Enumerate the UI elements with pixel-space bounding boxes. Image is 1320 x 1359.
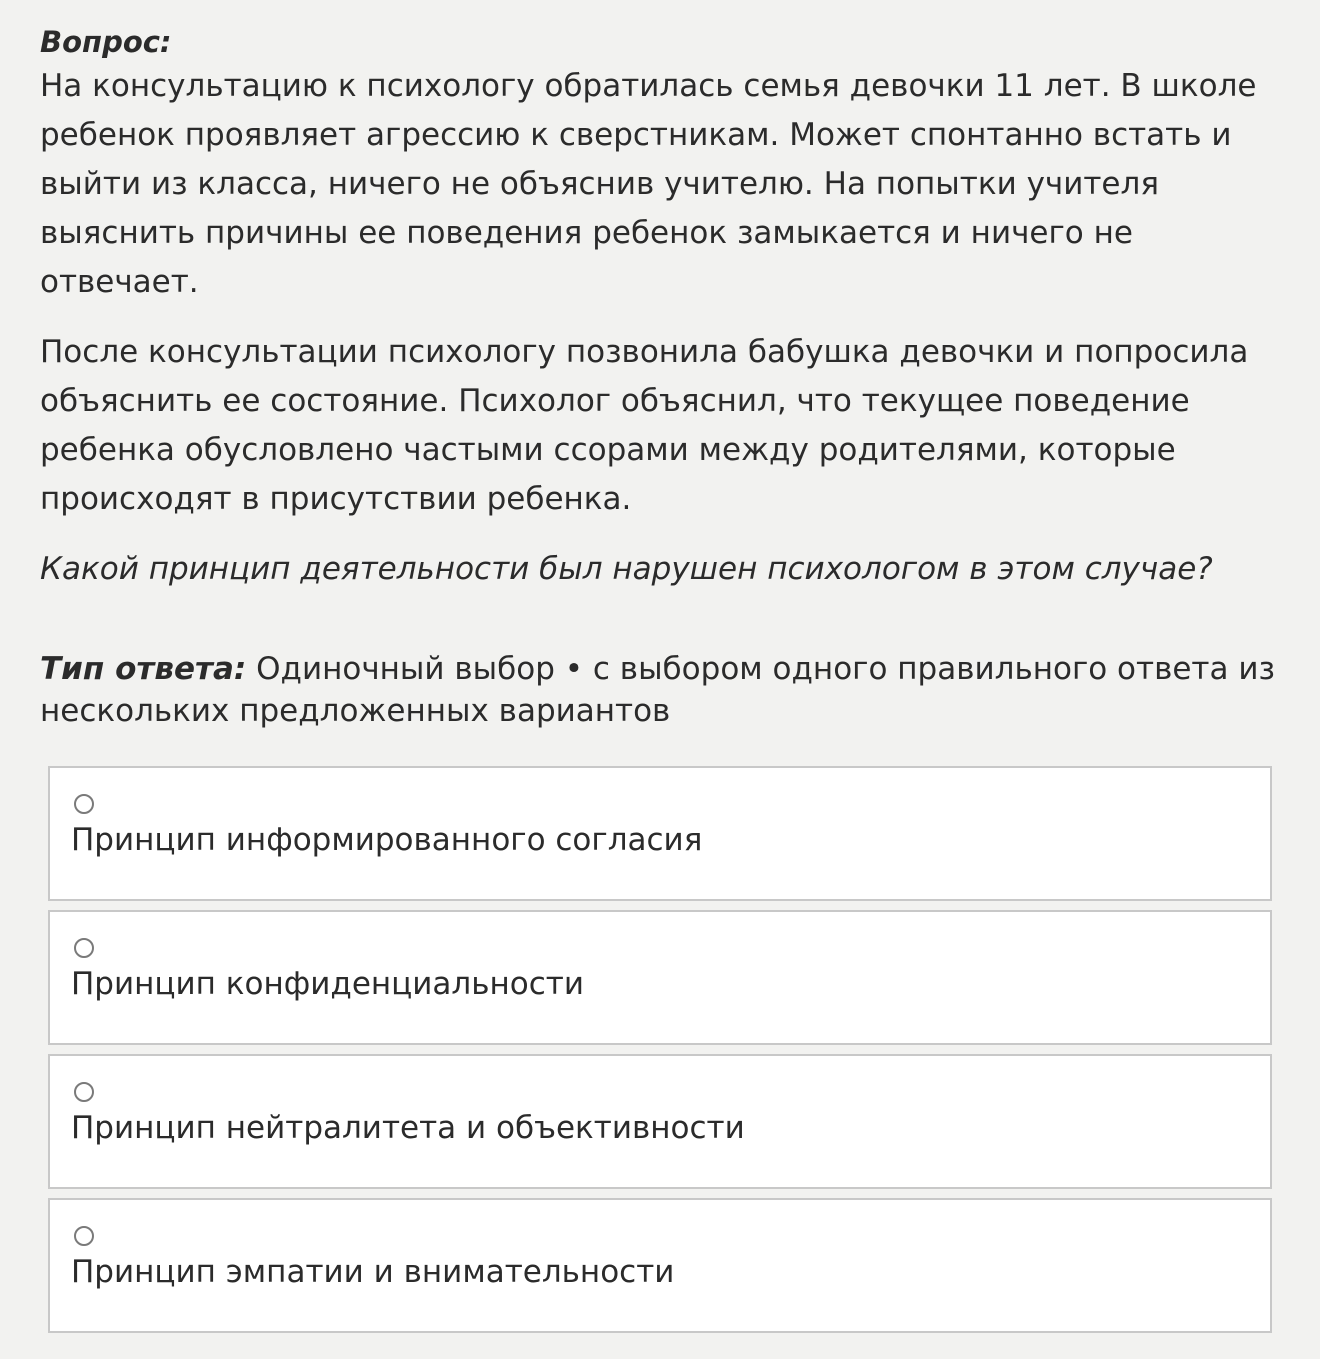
radio-button[interactable] [74,938,94,958]
option-label: Принцип информированного согласия [71,822,703,858]
question-paragraph-2: После консультации психологу позвонила бабушка девочки и попросила объяснить ее состояние. Психолог объяснил, что текущее поведение ребенка обусловлено частыми ссорами между родителями, которые происходят в присутствии ребенка. [40,334,1249,517]
radio-button[interactable] [74,1082,94,1102]
question-heading: Вопрос: [40,25,172,59]
option-label: Принцип конфиденциальности [71,966,584,1002]
answer-options [48,766,1272,1342]
question-block [40,22,1290,732]
answer-type-label: Тип ответа: [40,651,247,687]
answer-type [40,648,1290,732]
question-paragraph-1: На консультацию к психологу обратилась семья девочки 11 лет. В школе ребенок проявляет агрессию к сверстникам. Может спонтанно встать и выйти из класса, ничего не объяснив учителю. На попытки учителя выяснить причины ее поведения ребенок замыкается и ничего не отвечает. [40,68,1257,300]
radio-button[interactable] [74,794,94,814]
option-label: Принцип эмпатии и внимательности [71,1254,675,1290]
answer-type-value: Одиночный выбор • с выбором одного правильного ответа из нескольких предложенных вариантов [40,651,1275,729]
option-2[interactable] [48,910,1272,1045]
radio-button[interactable] [74,1226,94,1246]
option-3[interactable] [48,1054,1272,1189]
option-1[interactable] [48,766,1272,901]
option-4[interactable] [48,1198,1272,1333]
question-prompt: Какой принцип деятельности был нарушен психологом в этом случае? [40,551,1213,587]
option-label: Принцип нейтралитета и объективности [71,1110,745,1146]
